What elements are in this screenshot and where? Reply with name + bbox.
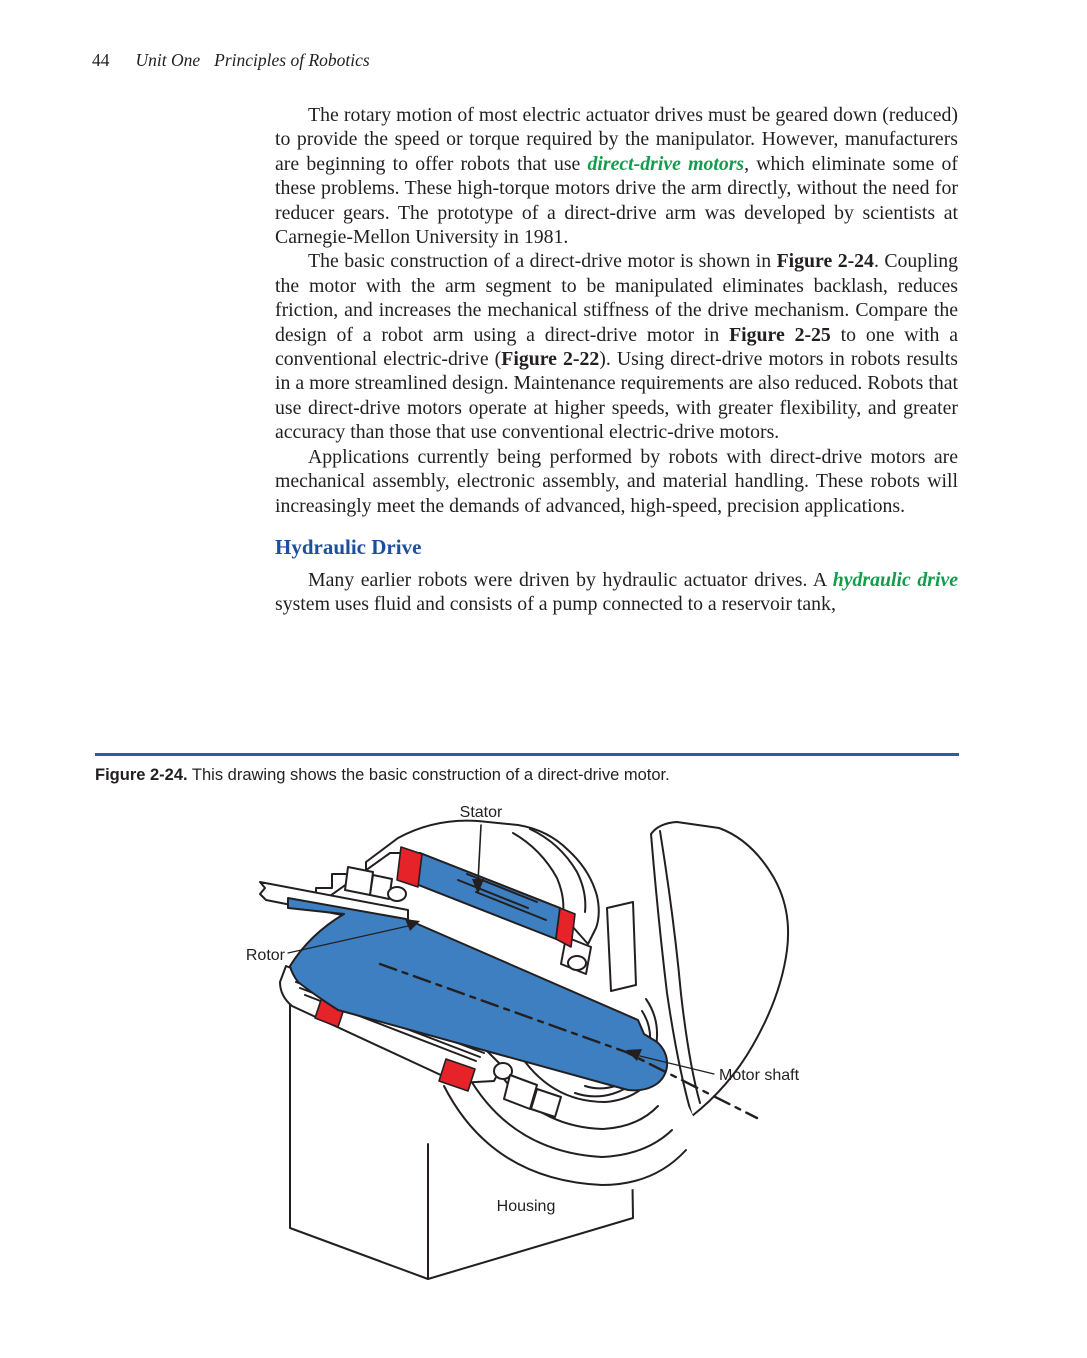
- running-head: [92, 50, 370, 70]
- text-segment: Applications currently being performed by robots with direct-drive motors are mechanical assembly, electronic assembly, and material handling. These robots will increasingly meet the demands of advanced, high-speed, precision applications.: [275, 445, 958, 517]
- text-segment: Figure 2-24: [776, 250, 874, 273]
- paragraph-group-after-heading: [275, 568, 958, 617]
- text-segment: The rotary motion of most electric actuator drives must be geared down (reduced) to provide the speed or torque required by the manipulator. However, manufacturers are beginning to offer robots that use: [275, 104, 958, 175]
- figure-divider-rule: [95, 753, 959, 756]
- text-segment: to one with a conventional electric-drive (: [275, 323, 958, 371]
- paragraph-group-main: [275, 103, 958, 518]
- upper-bearing-block-1: [345, 867, 373, 895]
- text-segment: system uses fluid and consists of a pump connected to a reservoir tank,: [275, 593, 836, 616]
- direct-drive-motor-diagram: [230, 798, 820, 1285]
- paragraph: [275, 445, 958, 518]
- paragraph: [275, 103, 958, 249]
- stator-magnet-right: [556, 908, 575, 947]
- paragraph: [275, 568, 958, 617]
- text-segment: ). Using direct-drive motors in robots results in a more streamlined design. Maintenance requirements are also reduced. Robots that use direct-drive motors operate at higher speeds, with greater flexibility, and greater accuracy than those that use conventional electric-drive motors.: [275, 348, 958, 444]
- body-text-column: [275, 103, 958, 617]
- figure-label-motor-shaft: Motor shaft: [719, 1067, 800, 1084]
- figure-caption: [95, 765, 965, 786]
- bracket-column: [607, 902, 636, 991]
- figure-caption-text: This drawing shows the basic construction of a direct-drive motor.: [187, 766, 670, 784]
- paragraph: [275, 249, 958, 444]
- figure-label-stator: Stator: [459, 804, 503, 821]
- figure-label-housing: Housing: [496, 1198, 556, 1215]
- bearing-ball-upper-left: [388, 887, 406, 901]
- text-segment: The basic construction of a direct-drive motor is shown in: [308, 250, 777, 273]
- text-segment: . Coupling the motor with the arm segment to be manipulated eliminates backlash, reduces friction, and increases the mechanical stiffness of the drive mechanism. Compare the design of a robot arm using a direct-drive motor in: [275, 250, 958, 346]
- text-segment: Figure 2-22: [501, 348, 600, 371]
- section-heading: Hydraulic Drive: [275, 534, 422, 559]
- text-segment: Figure 2-25: [729, 323, 831, 346]
- stator-magnet-left: [397, 847, 422, 887]
- page-number: 44: [92, 50, 110, 70]
- figure-caption-label: Figure 2-24.: [95, 766, 188, 784]
- text-segment: Many earlier robots were driven by hydraulic actuator drives. A: [308, 568, 833, 591]
- text-segment: , which eliminate some of these problems. These high-torque motors drive the arm directly, without the need for reducer gears. The prototype of a direct-drive arm was developed by scientists at Carnegie-Mellon University in 1981.: [275, 152, 959, 249]
- text-segment: hydraulic drive: [832, 568, 959, 591]
- unit-label: Unit One: [135, 50, 201, 70]
- book-title: Principles of Robotics: [214, 50, 370, 70]
- bearing-ball-upper-right: [568, 956, 586, 970]
- text-segment: direct-drive motors: [587, 152, 745, 175]
- figure-label-rotor: Rotor: [245, 947, 285, 964]
